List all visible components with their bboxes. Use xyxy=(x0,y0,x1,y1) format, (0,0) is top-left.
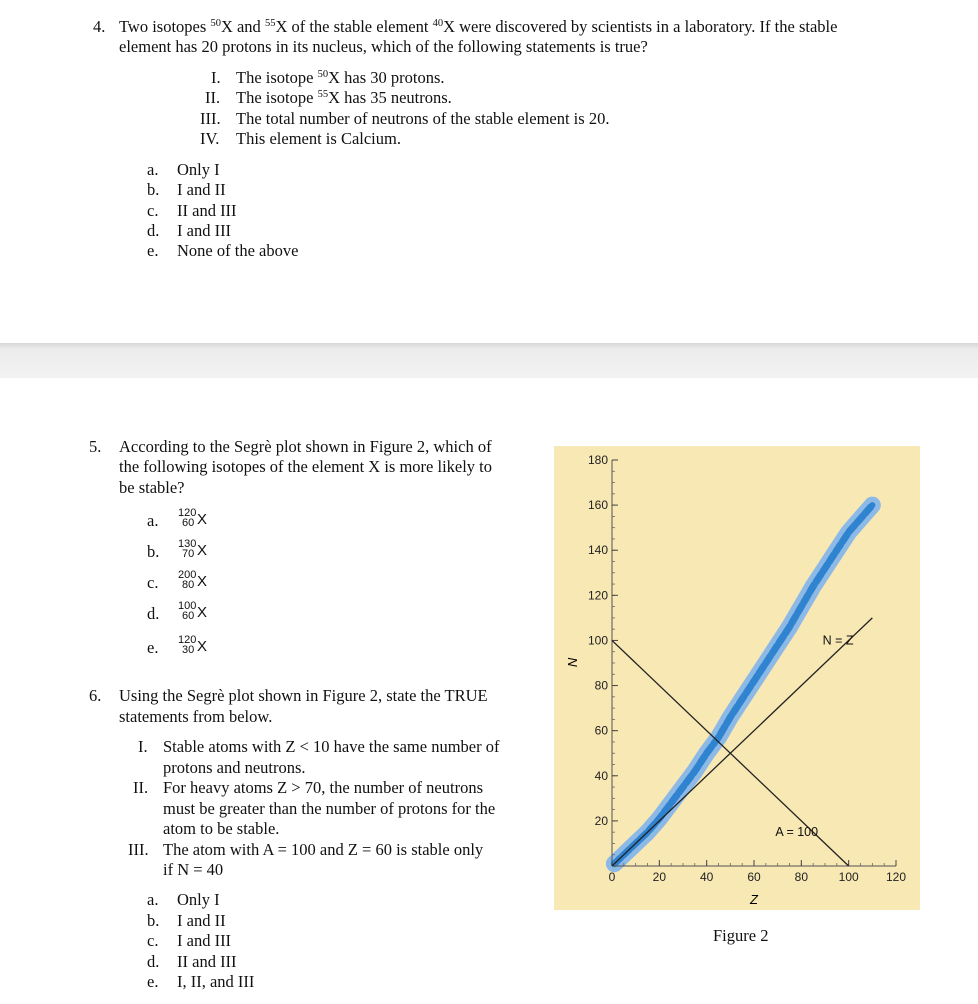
stability-band-point xyxy=(858,516,864,522)
q4-option-a-letter: a. xyxy=(147,160,159,179)
q6-option-e-letter: e. xyxy=(147,972,159,991)
q4-option-b-letter: b. xyxy=(147,180,160,199)
stability-band-point xyxy=(751,678,757,684)
question-6-line-1: Using the Segrè plot shown in Figure 2, state the TRUE xyxy=(119,686,488,705)
y-tick-label: 80 xyxy=(594,678,608,693)
q6-option-a-letter: a. xyxy=(147,890,159,909)
q5-option-d[interactable] xyxy=(176,601,212,627)
q6-statement-2-line-3: atom to be stable. xyxy=(163,819,280,838)
q6-statement-1-line-2: protons and neutrons. xyxy=(163,758,306,777)
question-5-line-2: the following isotopes of the element X is more likely to xyxy=(119,457,493,476)
q6-statement-3-line-2: if N = 40 xyxy=(163,860,224,879)
x-tick-label: 0 xyxy=(608,870,616,884)
q4-option-b[interactable]: I and II xyxy=(177,180,226,199)
nuclide-notation: 120 30 X xyxy=(178,634,208,656)
question-4-line-1: Two isotopes $^{50}$X and $^{55}$X of the stable element $^{40}$X were discovered by scientists in a laboratory. If the stable xyxy=(119,17,838,36)
q4-option-d[interactable]: I and III xyxy=(177,221,232,240)
q4-statement-1-num: I. xyxy=(211,68,221,87)
stability-band-point xyxy=(869,502,875,508)
y-tick-label: 40 xyxy=(594,768,608,783)
q5-option-a[interactable] xyxy=(176,508,212,534)
stability-band-point xyxy=(787,624,793,630)
stability-band-point xyxy=(775,642,781,648)
reference-line-label: N = Z xyxy=(822,633,854,648)
stability-band-point xyxy=(834,547,840,553)
q4-statement-4-num: IV. xyxy=(200,129,220,148)
q6-option-d[interactable]: II and III xyxy=(177,952,237,971)
q4-option-c[interactable]: II and III xyxy=(177,201,237,220)
q4-option-e-letter: e. xyxy=(147,241,159,260)
stability-band-point xyxy=(680,784,686,790)
y-tick-label: 100 xyxy=(587,633,608,648)
q5-option-d-letter: d. xyxy=(147,604,160,623)
q6-option-e[interactable]: I, II, and III xyxy=(177,972,255,991)
q6-option-b[interactable]: I and II xyxy=(177,911,226,930)
stability-band-point xyxy=(727,714,733,720)
stability-band-point xyxy=(810,583,816,589)
y-tick-label: 60 xyxy=(594,723,608,738)
question-4-line-2: element has 20 protons in its nucleus, which of the following statements is true? xyxy=(119,37,648,56)
stability-band-point xyxy=(798,604,804,610)
question-5-line-3: be stable? xyxy=(119,478,185,497)
q4-option-c-letter: c. xyxy=(147,201,159,220)
nuclide-notation: 120 60 X xyxy=(178,507,208,529)
q6-statement-1-line-1: Stable atoms with Z < 10 have the same number of xyxy=(163,737,500,756)
q5-option-e[interactable] xyxy=(176,635,212,661)
segre-plot xyxy=(554,446,920,910)
page-1 xyxy=(0,0,978,343)
q6-statement-3-line-1: The atom with A = 100 and Z = 60 is stable only xyxy=(163,840,484,859)
q6-statement-3-num: III. xyxy=(128,840,149,859)
stability-band-point xyxy=(668,800,674,806)
q6-statement-2-line-1: For heavy atoms Z > 70, the number of neutrons xyxy=(163,778,483,797)
q4-statement-2: The isotope $^{55}$X has 35 neutrons. xyxy=(236,88,452,107)
stability-band-point xyxy=(692,768,698,774)
q5-option-e-letter: e. xyxy=(147,638,159,657)
q5-option-b[interactable] xyxy=(176,539,212,565)
y-tick-label: 20 xyxy=(594,813,608,828)
question-6-number: 6. xyxy=(89,686,102,705)
reference-line-label: A = 100 xyxy=(775,825,819,840)
y-tick-label: 140 xyxy=(587,543,608,558)
q4-option-e[interactable]: None of the above xyxy=(177,241,299,260)
x-tick-label: 100 xyxy=(838,870,859,884)
question-6-line-2: statements from below. xyxy=(119,707,273,726)
q4-statement-3-num: III. xyxy=(200,109,221,128)
stability-band-point xyxy=(846,529,852,535)
question-4-number: 4. xyxy=(93,17,106,36)
question-5-line-1: According to the Segrè plot shown in Figure 2, which of xyxy=(119,437,492,456)
q4-statement-4: This element is Calcium. xyxy=(236,129,401,148)
x-axis-label: Z xyxy=(750,892,758,907)
y-tick-label: 120 xyxy=(587,588,608,603)
stability-band-point xyxy=(739,696,745,702)
q5-option-a-letter: a. xyxy=(147,511,159,530)
figure-caption: Figure 2 xyxy=(713,926,769,945)
q5-option-b-letter: b. xyxy=(147,542,160,561)
q6-option-a[interactable]: Only I xyxy=(177,890,220,909)
y-tick-label: 160 xyxy=(587,498,608,513)
q5-option-c[interactable] xyxy=(176,570,212,596)
nuclide-notation: 100 60 X xyxy=(178,600,208,622)
question-5-number: 5. xyxy=(89,437,102,456)
q4-statement-2-num: II. xyxy=(205,88,221,107)
q4-statement-1: The isotope $^{50}$X has 30 protons. xyxy=(236,68,445,87)
y-tick-label: 180 xyxy=(587,453,608,467)
page-2 xyxy=(0,378,978,1004)
nuclide-notation: 130 70 X xyxy=(178,538,208,560)
x-tick-label: 80 xyxy=(794,870,809,884)
stability-band-point xyxy=(704,750,710,756)
q6-option-d-letter: d. xyxy=(147,952,160,971)
nuclide-notation: 200 80 X xyxy=(178,569,208,591)
stability-band-point xyxy=(763,660,769,666)
q6-option-c[interactable]: I and III xyxy=(177,931,232,950)
page-divider xyxy=(0,343,978,378)
x-tick-label: 40 xyxy=(699,870,714,884)
stability-band-point xyxy=(822,565,828,571)
q4-option-a[interactable]: Only I xyxy=(177,160,220,179)
x-tick-label: 120 xyxy=(885,870,907,884)
q6-option-b-letter: b. xyxy=(147,911,160,930)
x-tick-label: 20 xyxy=(652,870,667,884)
q6-option-c-letter: c. xyxy=(147,931,159,950)
q6-statement-1-num: I. xyxy=(138,737,148,756)
x-tick-label: 60 xyxy=(747,870,761,884)
q6-statement-2-num: II. xyxy=(133,778,149,797)
q6-statement-2-line-2: must be greater than the number of protons for the xyxy=(163,799,496,818)
q5-option-c-letter: c. xyxy=(147,573,159,592)
y-axis-label: N xyxy=(565,657,580,667)
q4-option-d-letter: d. xyxy=(147,221,160,240)
q4-statement-3: The total number of neutrons of the stable element is 20. xyxy=(236,109,610,128)
